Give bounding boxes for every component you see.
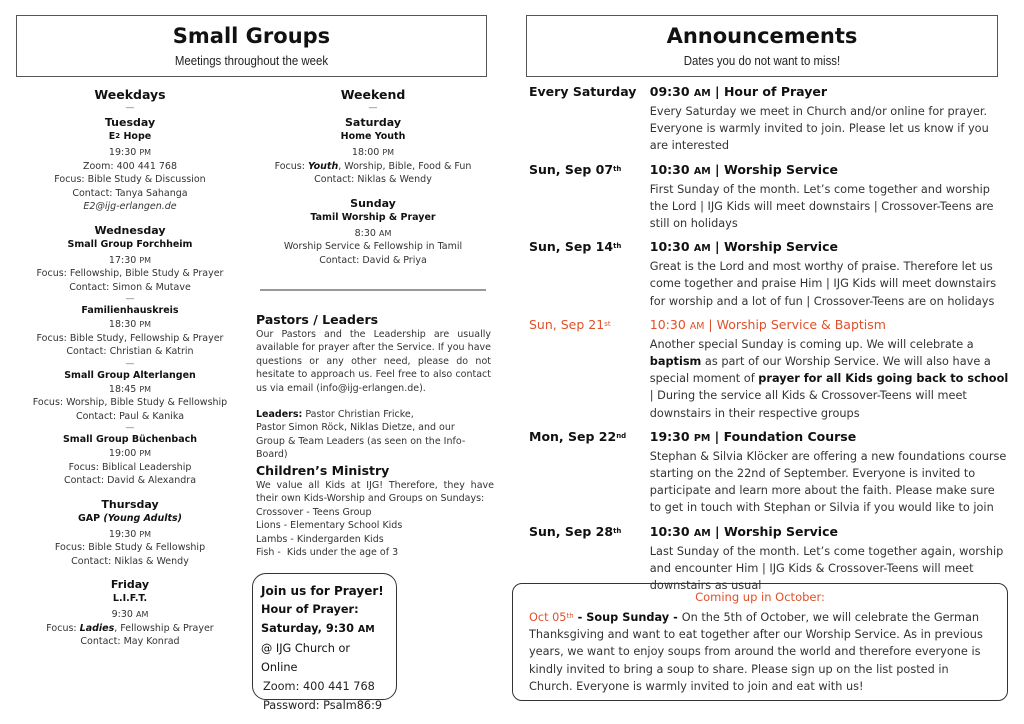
date-text: Mon, Sep 22 <box>529 428 617 444</box>
event-label: - Soup Sunday - <box>573 611 682 624</box>
time-suffix: AM <box>357 624 375 635</box>
group-name-italic: (Young Adults) <box>103 512 182 524</box>
announcements-header <box>526 15 998 77</box>
children-group-item: Fish - Kids under the age of 3 <box>256 547 399 559</box>
children-group-item: Lambs - Kindergarden Kids <box>256 533 384 545</box>
announcement-text <box>650 336 1009 422</box>
group-contact: Contact: May Konrad <box>80 636 180 647</box>
weekend-title: Weekend <box>340 87 406 102</box>
announcement-date <box>529 316 650 422</box>
announcement-item <box>529 83 1009 155</box>
section-divider <box>260 289 486 291</box>
announcement-item <box>529 161 1009 233</box>
focus-rest: , Worship, Bible, Food & Fun <box>338 160 472 172</box>
prayer-box <box>252 573 397 712</box>
time-value: 18:30 <box>108 319 137 330</box>
group-name: Tamil Worship & Prayer <box>310 211 436 223</box>
children-ministry-section <box>256 462 494 559</box>
group-gap <box>10 512 250 526</box>
date-sup: th <box>566 612 574 620</box>
small-groups-title: Small Groups <box>172 24 331 48</box>
time-value: 10:30 <box>649 316 690 332</box>
group-time <box>10 318 250 332</box>
october-text <box>529 609 991 695</box>
announcements-title: Announcements <box>666 24 858 48</box>
date-sup: th <box>613 164 622 173</box>
time-suffix: AM <box>693 88 711 99</box>
divider-dash: — <box>125 358 135 369</box>
group-time <box>10 608 250 622</box>
prayer-title: Join us for Prayer! <box>261 584 384 598</box>
leaders-label: Leaders: <box>256 409 303 421</box>
title-text: | Worship Service <box>710 239 838 255</box>
announcement-date <box>529 428 650 517</box>
announcement-title <box>650 316 1009 336</box>
date-text: Every Saturday <box>529 84 637 99</box>
time-value: 19:30 <box>108 528 137 540</box>
focus-emphasis: Youth <box>307 160 339 172</box>
prayer-line: @ IJG Church or Online <box>261 642 351 674</box>
group-time <box>10 146 250 160</box>
prayer-line <box>261 619 388 639</box>
title-text: | Worship Service <box>710 523 838 539</box>
weekdays-column <box>10 86 250 649</box>
group-time <box>10 447 250 461</box>
time-suffix: PM <box>139 255 152 265</box>
group-contact: Contact: Christian & Katrin <box>66 346 194 357</box>
announcement-title <box>650 428 1009 448</box>
text-bold: baptism <box>649 355 702 369</box>
time-value: 10:30 <box>649 239 694 255</box>
group-contact: Contact: Tanya Sahanga <box>72 187 188 199</box>
time-value: 09:30 <box>649 84 694 99</box>
time-suffix: AM <box>689 320 705 332</box>
divider-dash: — <box>125 423 135 433</box>
october-date <box>529 611 574 624</box>
group-name-text: GAP <box>78 512 104 524</box>
leaders-text: Pastor Christian Fricke, <box>302 409 414 421</box>
group-e2-hope <box>10 130 250 144</box>
title-text: | Worship Service & Baptism <box>704 316 886 332</box>
children-group-item: Crossover - Teens Group <box>256 506 372 518</box>
focus-prefix: Focus: <box>46 622 80 634</box>
small-groups-header <box>16 15 487 77</box>
time-value: 19:30 <box>649 428 694 444</box>
children-text: We value all Kids at IJG! Therefore, they have their own Kids-Worship and Groups on Sundays: <box>256 480 494 505</box>
focus-rest: , Fellowship & Prayer <box>114 622 214 634</box>
announcement-item <box>529 428 1009 517</box>
time-suffix: AM <box>693 165 711 177</box>
date-text: Sun, Sep 21 <box>529 316 605 332</box>
divider-dash: — <box>368 103 378 113</box>
date-text: Oct 05 <box>529 611 567 624</box>
group-contact: Contact: Simon & Mutave <box>69 281 191 293</box>
date-sup: nd <box>616 431 627 440</box>
announcement-date <box>529 83 650 155</box>
text-part: as part of our Worship Service. We will also have a special moment of <box>649 355 991 386</box>
prayer-password: Password: Psalm86:9 <box>263 699 383 712</box>
group-name-text: E <box>108 131 116 142</box>
group-name: Small Group Forchheim <box>67 238 193 250</box>
time-suffix: PM <box>139 449 152 458</box>
group-focus: Worship Service & Fellowship in Tamil <box>283 241 463 252</box>
date-text: Sun, Sep 14 <box>529 239 614 255</box>
text-part: Another special Sunday is coming up. We will celebrate a <box>649 337 974 351</box>
announcement-text: Great is the Lord and most worthy of praise. Therefore let us come together and praise Him | IJG Kids will meet downstairs for worship and a lot of fun | Crossover-Teens are on holidays <box>649 260 997 308</box>
time-value: 19:30 <box>108 147 137 158</box>
text-part: | During the service all Kids & Crossover-Teens will meet downstairs in their respective groups <box>649 389 967 420</box>
announcement-date <box>529 161 650 233</box>
time-suffix: PM <box>139 529 152 539</box>
date-text: Sun, Sep 28 <box>529 523 614 539</box>
time-value: 10:30 <box>649 523 694 539</box>
group-contact: Contact: Paul & Kanika <box>75 410 185 422</box>
group-contact: Contact: David & Priya <box>319 254 427 266</box>
focus-emphasis: Ladies <box>79 622 115 634</box>
time-value: 8:30 <box>354 227 376 239</box>
event-text: On the 5th of October, we will celebrate the German Thanksgiving and want to eat together after our Worship Service. As in previous years, we want to enjoy soups from around the world and therefore everyone is kindly invited to bring a soup to share. Please sign up on the list posted in Church. Everyone is warmly invited to join and eat with us! <box>529 611 983 693</box>
group-name: Small Group Alterlangen <box>64 369 196 381</box>
children-title: Children’s Ministry <box>256 463 390 478</box>
announcement-item <box>529 238 1009 310</box>
group-name: Small Group Büchenbach <box>62 434 198 445</box>
october-box <box>512 583 1008 701</box>
announcement-text: Last Sunday of the month. Let’s come together again, worship and encounter Him | IJG Kids & Crossover-Teens will meet downstairs as usual <box>649 544 1004 593</box>
leaders-line <box>256 408 491 421</box>
time-suffix: AM <box>136 610 149 619</box>
prayer-line: Hour of Prayer: <box>261 603 359 616</box>
group-contact: Contact: Niklas & Wendy <box>314 174 432 185</box>
announcement-title <box>650 161 1009 181</box>
group-name: Familienhauskreis <box>81 305 179 316</box>
group-focus: Focus: Bible Study & Fellowship <box>54 542 206 553</box>
group-time <box>10 383 250 397</box>
weekdays-title: Weekdays <box>94 87 166 102</box>
leaders-line: Pastor Simon Röck, Niklas Dietze, and our <box>256 422 455 434</box>
announcement-item-highlighted <box>529 316 1009 422</box>
group-focus: Focus: Fellowship, Bible Study & Prayer <box>36 268 224 279</box>
title-text: | Hour of Prayer <box>710 84 827 99</box>
day-tuesday: Tuesday <box>104 116 156 129</box>
time-value: 9:30 <box>111 609 133 620</box>
pastors-text: Our Pastors and the Leadership are usually available for prayer after the Service. If you have questions or any other need, please do not hesitate to approach us. Feel free to also contact us via email (info@ijg-erlangen.de). <box>256 329 491 394</box>
group-name: L.I.F.T. <box>112 593 148 604</box>
pastors-section <box>256 311 491 462</box>
time-value: 18:00 <box>351 147 380 158</box>
time-suffix: PM <box>139 148 152 157</box>
time-suffix: AM <box>379 228 392 238</box>
pastors-title: Pastors / Leaders <box>256 312 379 327</box>
leaders-line: Group & Team Leaders (as seen on the Info-Board) <box>256 435 466 461</box>
focus-prefix: Focus: <box>274 160 308 172</box>
day-thursday: Thursday <box>101 497 159 511</box>
time-value: 18:45 <box>108 383 137 395</box>
group-email-link[interactable]: E2@ijg-erlangen.de <box>83 201 177 212</box>
group-focus: Focus: Worship, Bible Study & Fellowship <box>32 397 228 408</box>
time-suffix: AM <box>693 527 711 539</box>
time-suffix: PM <box>693 432 711 444</box>
group-focus <box>258 160 488 174</box>
time-value: 19:00 <box>108 448 137 459</box>
group-name-sup: 2 <box>115 132 121 140</box>
group-zoom: Zoom: 400 441 768 <box>82 160 178 172</box>
group-focus <box>10 622 250 636</box>
group-focus: Focus: Bible Study, Fellowship & Prayer <box>36 332 224 344</box>
announcement-date <box>529 238 650 310</box>
title-text: | Foundation Course <box>710 428 857 444</box>
date-text: Sun, Sep 07 <box>529 161 614 177</box>
announcement-title <box>650 523 1009 543</box>
divider-dash: — <box>125 103 135 113</box>
time-suffix: AM <box>693 243 711 255</box>
text-bold: prayer for all Kids going back to school <box>758 372 1009 386</box>
day-friday: Friday <box>110 578 150 591</box>
group-focus: Focus: Biblical Leadership <box>68 461 192 473</box>
date-sup: th <box>613 526 622 535</box>
announcement-text: Stephan & Silvia Klöcker are offering a new foundations course starting on the 22nd of September. Everyone is invited to participate and learn more about the faith. Please make sure to get in touch with Stephan or Silvia if you would like to join <box>649 449 1007 515</box>
time-suffix: PM <box>139 320 152 329</box>
day-sunday: Sunday <box>350 196 396 210</box>
day-saturday: Saturday <box>345 116 401 129</box>
date-sup: th <box>613 242 622 251</box>
children-group-item: Lions - Elementary School Kids <box>256 520 403 532</box>
date-sup: st <box>604 319 611 328</box>
announcement-text: Every Saturday we meet in Church and/or online for prayer. Everyone is warmly invited to join. Please let us know if you are interested <box>649 105 989 153</box>
group-focus: Focus: Bible Study & Discussion <box>54 174 206 185</box>
group-contact: Contact: David & Alexandra <box>63 475 197 486</box>
group-name-rest: Hope <box>120 131 152 142</box>
group-time <box>258 146 488 160</box>
title-text: | Worship Service <box>710 161 838 177</box>
prayer-zoom: Zoom: 400 441 768 <box>263 680 375 693</box>
announcement-text: First Sunday of the month. Let’s come together and worship the Lord | IJG Kids will meet downstairs | Crossover-Teens are still on holidays <box>649 182 994 231</box>
time-value: 10:30 <box>649 161 694 177</box>
announcements-subtitle: Dates you do not want to miss! <box>683 53 841 68</box>
october-title: Coming up in October: <box>695 590 825 604</box>
announcement-title <box>650 238 1009 258</box>
time-value: 17:30 <box>108 254 137 266</box>
small-groups-subtitle: Meetings throughout the week <box>174 53 329 68</box>
divider-dash: — <box>125 294 135 304</box>
group-name: Home Youth <box>340 131 406 142</box>
group-time <box>10 254 250 268</box>
announcement-title <box>650 83 1009 103</box>
group-contact: Contact: Niklas & Wendy <box>71 555 189 567</box>
prayer-time: Saturday, 9:30 <box>261 622 358 635</box>
day-wednesday: Wednesday <box>94 223 166 237</box>
weekend-column <box>258 86 488 267</box>
time-suffix: PM <box>139 384 152 394</box>
announcements-list <box>529 83 1009 600</box>
group-time <box>10 528 250 542</box>
time-suffix: PM <box>382 148 395 157</box>
group-time <box>258 227 488 241</box>
